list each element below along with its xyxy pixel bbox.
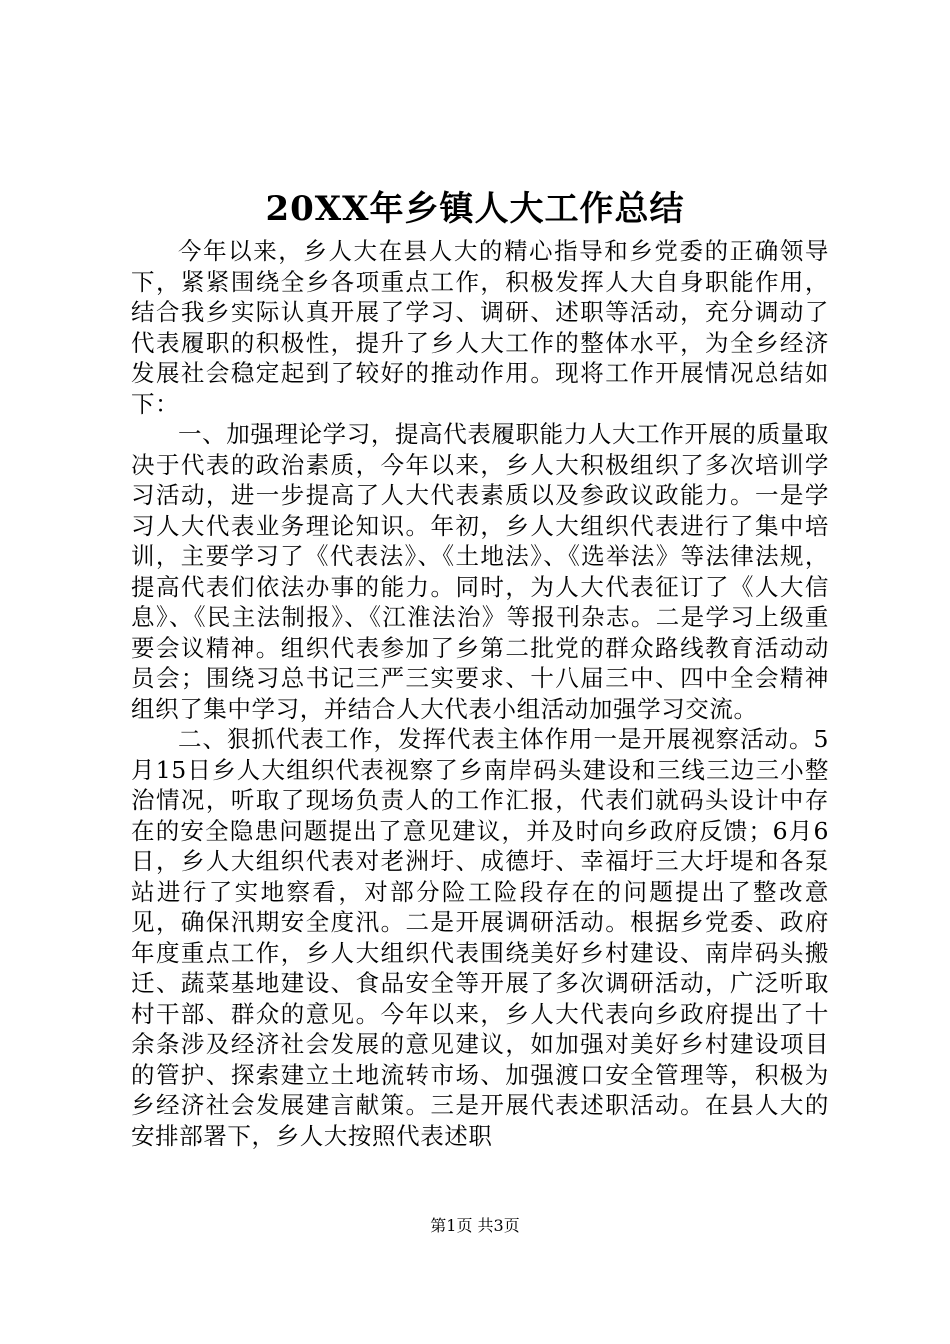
document-body (131, 236, 829, 1151)
paragraph-section-2: 二、狠抓代表工作，发挥代表主体作用一是开展视察活动。5月15日乡人大组织代表视察了乡南岸码头建设和三线三边三小整治情况，听取了现场负责人的工作汇报，代表们就码头设计中存在的安全隐患问题提出了意见建议，并及时向乡政府反馈；6月6日，乡人大组织代表对老洲圩、成德圩、幸福圩三大圩堤和各泵站进行了实地察看，对部分险工险段存在的问题提出了整改意见，确保汛期安全度汛。二是开展调研活动。根据乡党委、政府年度重点工作，乡人大组织代表围绕美好乡村建设、南岸码头搬迁、蔬菜基地建设、食品安全等开展了多次调研活动，广泛听取村干部、群众的意见。今年以来，乡人大代表向乡政府提出了十余条涉及经济社会发展的意见建议，如加强对美好乡村建设项目的管护、探索建立土地流转市场、加强渡口安全管理等，积极为乡经济社会发展建言献策。三是开展代表述职活动。在县人大的安排部署下，乡人大按照代表述职 (131, 725, 829, 1150)
paragraph-intro: 今年以来，乡人大在县人大的精心指导和乡党委的正确领导下，紧紧围绕全乡各项重点工作，积极发挥人大自身职能作用，结合我乡实际认真开展了学习、调研、述职等活动，充分调动了代表履职的积极性，提升了乡人大工作的整体水平，为全乡经济发展社会稳定起到了较好的推动作用。现将工作开展情况总结如下： (131, 237, 829, 418)
page-number-footer: 第1页 共3页 (430, 1216, 520, 1235)
document-title: 20XX年乡镇人大工作总结 (265, 189, 685, 229)
paragraph-section-1: 一、加强理论学习，提高代表履职能力人大工作开展的质量取决于代表的政治素质，今年以来，乡人大积极组织了多次培训学习活动，进一步提高了人大代表素质以及参政议政能力。一是学习人大代表业务理论知识。年初，乡人大组织代表进行了集中培训，主要学习了《代表法》、《土地法》、《选举法》等法律法规，提高代表们依法办事的能力。同时，为人大代表征订了《人大信息》、《民主法制报》、《江淮法治》等报刊杂志。二是学习上级重要会议精神。组织代表参加了乡第二批党的群众路线教育活动动员会；围绕习总书记三严三实要求、十八届三中、四中全会精神组织了集中学习，并结合人大代表小组活动加强学习交流。 (131, 420, 829, 723)
